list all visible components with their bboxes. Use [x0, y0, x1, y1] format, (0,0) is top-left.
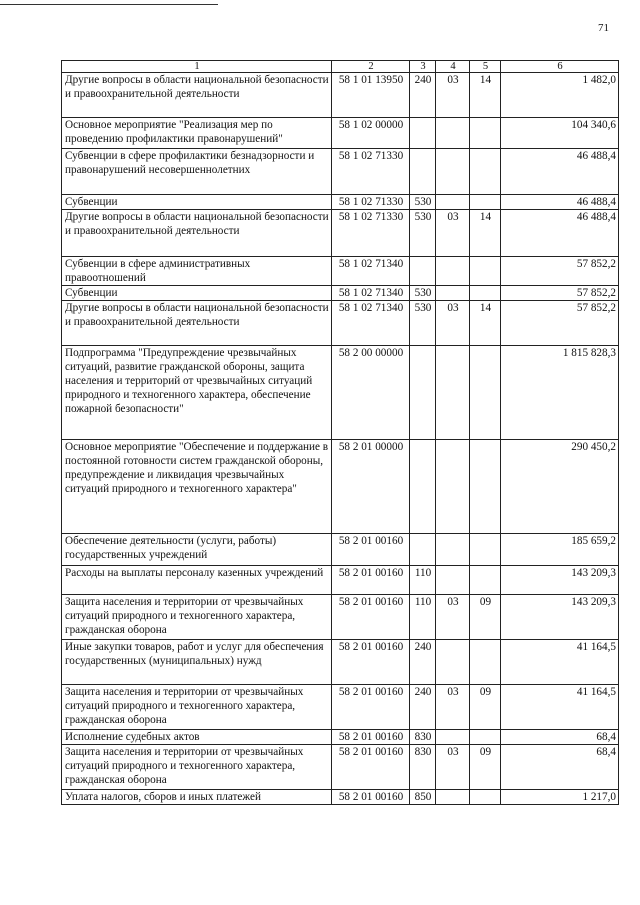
row-subsection: 09	[470, 745, 501, 790]
column-header-4: 4	[436, 61, 470, 73]
row-expense-type	[410, 149, 436, 195]
row-amount: 143 209,3	[501, 566, 619, 595]
row-section	[436, 286, 470, 301]
row-expense-type: 530	[410, 286, 436, 301]
row-code: 58 1 02 71340	[332, 286, 410, 301]
row-amount: 1 815 828,3	[501, 346, 619, 440]
row-expense-type: 240	[410, 640, 436, 685]
row-subsection	[470, 257, 501, 286]
row-code: 58 2 01 00160	[332, 566, 410, 595]
row-expense-type	[410, 257, 436, 286]
row-subsection	[470, 730, 501, 745]
row-name: Субвенции в сфере профилактики безнадзорности и правонарушений несовершеннолетних	[62, 149, 332, 195]
row-expense-type	[410, 346, 436, 440]
row-name: Иные закупки товаров, работ и услуг для обеспечения государственных (муниципальных) нужд	[62, 640, 332, 685]
row-expense-type: 530	[410, 301, 436, 346]
row-amount: 185 659,2	[501, 534, 619, 566]
row-amount: 68,4	[501, 745, 619, 790]
row-section: 03	[436, 210, 470, 257]
row-amount: 41 164,5	[501, 685, 619, 730]
row-section	[436, 257, 470, 286]
row-section: 03	[436, 73, 470, 118]
row-section: 03	[436, 745, 470, 790]
row-code: 58 1 01 13950	[332, 73, 410, 118]
row-code: 58 2 01 00160	[332, 534, 410, 566]
table-row	[62, 534, 619, 566]
row-amount: 57 852,2	[501, 301, 619, 346]
row-section	[436, 440, 470, 534]
row-section	[436, 534, 470, 566]
row-subsection	[470, 286, 501, 301]
table-row	[62, 149, 619, 195]
row-name: Подпрограмма "Предупреждение чрезвычайных ситуаций, развитие гражданской обороны, защита населения и территорий от чрезвычайных ситуаций природного и техногенного характера, обеспечение пожарной безопасности"	[62, 346, 332, 440]
row-name: Защита населения и территории от чрезвычайных ситуаций природного и техногенного характера, гражданская оборона	[62, 595, 332, 640]
table-row	[62, 640, 619, 685]
row-expense-type	[410, 118, 436, 149]
row-code: 58 2 01 00160	[332, 730, 410, 745]
column-header-1: 1	[62, 61, 332, 73]
row-section: 03	[436, 595, 470, 640]
row-section: 03	[436, 301, 470, 346]
row-subsection	[470, 149, 501, 195]
table-row	[62, 73, 619, 118]
table-row	[62, 745, 619, 790]
row-name: Основное мероприятие "Реализация мер по проведению профилактики правонарушений"	[62, 118, 332, 149]
column-header-5: 5	[470, 61, 501, 73]
row-subsection: 14	[470, 73, 501, 118]
row-name: Другие вопросы в области национальной безопасности и правоохранительной деятельности	[62, 301, 332, 346]
row-amount: 104 340,6	[501, 118, 619, 149]
row-expense-type: 110	[410, 595, 436, 640]
row-expense-type	[410, 440, 436, 534]
row-amount: 46 488,4	[501, 195, 619, 210]
row-amount: 57 852,2	[501, 257, 619, 286]
row-subsection: 14	[470, 210, 501, 257]
row-subsection	[470, 640, 501, 685]
row-section	[436, 790, 470, 805]
row-code: 58 2 01 00160	[332, 745, 410, 790]
row-section	[436, 640, 470, 685]
row-subsection: 14	[470, 301, 501, 346]
row-subsection	[470, 440, 501, 534]
row-name: Субвенции	[62, 286, 332, 301]
row-name: Основное мероприятие "Обеспечение и поддержание в постоянной готовности систем гражданской обороны, предупреждение и ликвидация чрезвычайных ситуаций природного и техногенного характера"	[62, 440, 332, 534]
row-expense-type: 240	[410, 685, 436, 730]
table-row	[62, 346, 619, 440]
row-name: Защита населения и территории от чрезвычайных ситуаций природного и техногенного характера, гражданская оборона	[62, 745, 332, 790]
row-code: 58 1 02 71340	[332, 257, 410, 286]
row-amount: 57 852,2	[501, 286, 619, 301]
row-subsection	[470, 566, 501, 595]
row-subsection: 09	[470, 685, 501, 730]
row-name: Другие вопросы в области национальной безопасности и правоохранительной деятельности	[62, 210, 332, 257]
row-subsection: 09	[470, 595, 501, 640]
table-row	[62, 257, 619, 286]
budget-table	[61, 60, 619, 805]
row-name: Расходы на выплаты персоналу казенных учреждений	[62, 566, 332, 595]
row-code: 58 2 01 00160	[332, 595, 410, 640]
row-code: 58 1 02 71330	[332, 195, 410, 210]
row-section	[436, 346, 470, 440]
row-expense-type: 850	[410, 790, 436, 805]
row-code: 58 2 01 00000	[332, 440, 410, 534]
row-subsection	[470, 534, 501, 566]
table-row	[62, 286, 619, 301]
row-code: 58 2 01 00160	[332, 640, 410, 685]
row-subsection	[470, 118, 501, 149]
row-code: 58 1 02 71330	[332, 210, 410, 257]
row-name: Уплата налогов, сборов и иных платежей	[62, 790, 332, 805]
row-amount: 41 164,5	[501, 640, 619, 685]
table-row	[62, 730, 619, 745]
page-number: 71	[598, 22, 609, 34]
row-section	[436, 195, 470, 210]
row-code: 58 2 00 00000	[332, 346, 410, 440]
row-expense-type: 110	[410, 566, 436, 595]
row-name: Исполнение судебных актов	[62, 730, 332, 745]
row-expense-type	[410, 534, 436, 566]
table-row	[62, 566, 619, 595]
row-name: Субвенции	[62, 195, 332, 210]
row-subsection	[470, 346, 501, 440]
row-section	[436, 149, 470, 195]
table-row	[62, 685, 619, 730]
row-subsection	[470, 195, 501, 210]
header-row	[62, 61, 619, 73]
row-code: 58 1 02 71330	[332, 149, 410, 195]
row-subsection	[470, 790, 501, 805]
row-expense-type: 240	[410, 73, 436, 118]
row-amount: 46 488,4	[501, 210, 619, 257]
row-code: 58 1 02 71340	[332, 301, 410, 346]
row-code: 58 2 01 00160	[332, 685, 410, 730]
row-expense-type: 530	[410, 195, 436, 210]
column-header-2: 2	[332, 61, 410, 73]
row-section	[436, 566, 470, 595]
row-amount: 1 217,0	[501, 790, 619, 805]
table-row	[62, 595, 619, 640]
row-name: Субвенции в сфере административных правоотношений	[62, 257, 332, 286]
row-expense-type: 530	[410, 210, 436, 257]
table-row	[62, 790, 619, 805]
table-row	[62, 440, 619, 534]
column-header-3: 3	[410, 61, 436, 73]
row-section	[436, 118, 470, 149]
top-rule	[0, 4, 218, 5]
row-expense-type: 830	[410, 730, 436, 745]
row-section: 03	[436, 685, 470, 730]
row-name: Другие вопросы в области национальной безопасности и правоохранительной деятельности	[62, 73, 332, 118]
table-row	[62, 210, 619, 257]
row-code: 58 2 01 00160	[332, 790, 410, 805]
row-expense-type: 830	[410, 745, 436, 790]
row-name: Обеспечение деятельности (услуги, работы) государственных учреждений	[62, 534, 332, 566]
table-row	[62, 195, 619, 210]
column-header-6: 6	[501, 61, 619, 73]
row-amount: 290 450,2	[501, 440, 619, 534]
row-code: 58 1 02 00000	[332, 118, 410, 149]
row-section	[436, 730, 470, 745]
row-amount: 68,4	[501, 730, 619, 745]
row-name: Защита населения и территории от чрезвычайных ситуаций природного и техногенного характера, гражданская оборона	[62, 685, 332, 730]
row-amount: 1 482,0	[501, 73, 619, 118]
table-row	[62, 118, 619, 149]
row-amount: 46 488,4	[501, 149, 619, 195]
table-row	[62, 301, 619, 346]
row-amount: 143 209,3	[501, 595, 619, 640]
